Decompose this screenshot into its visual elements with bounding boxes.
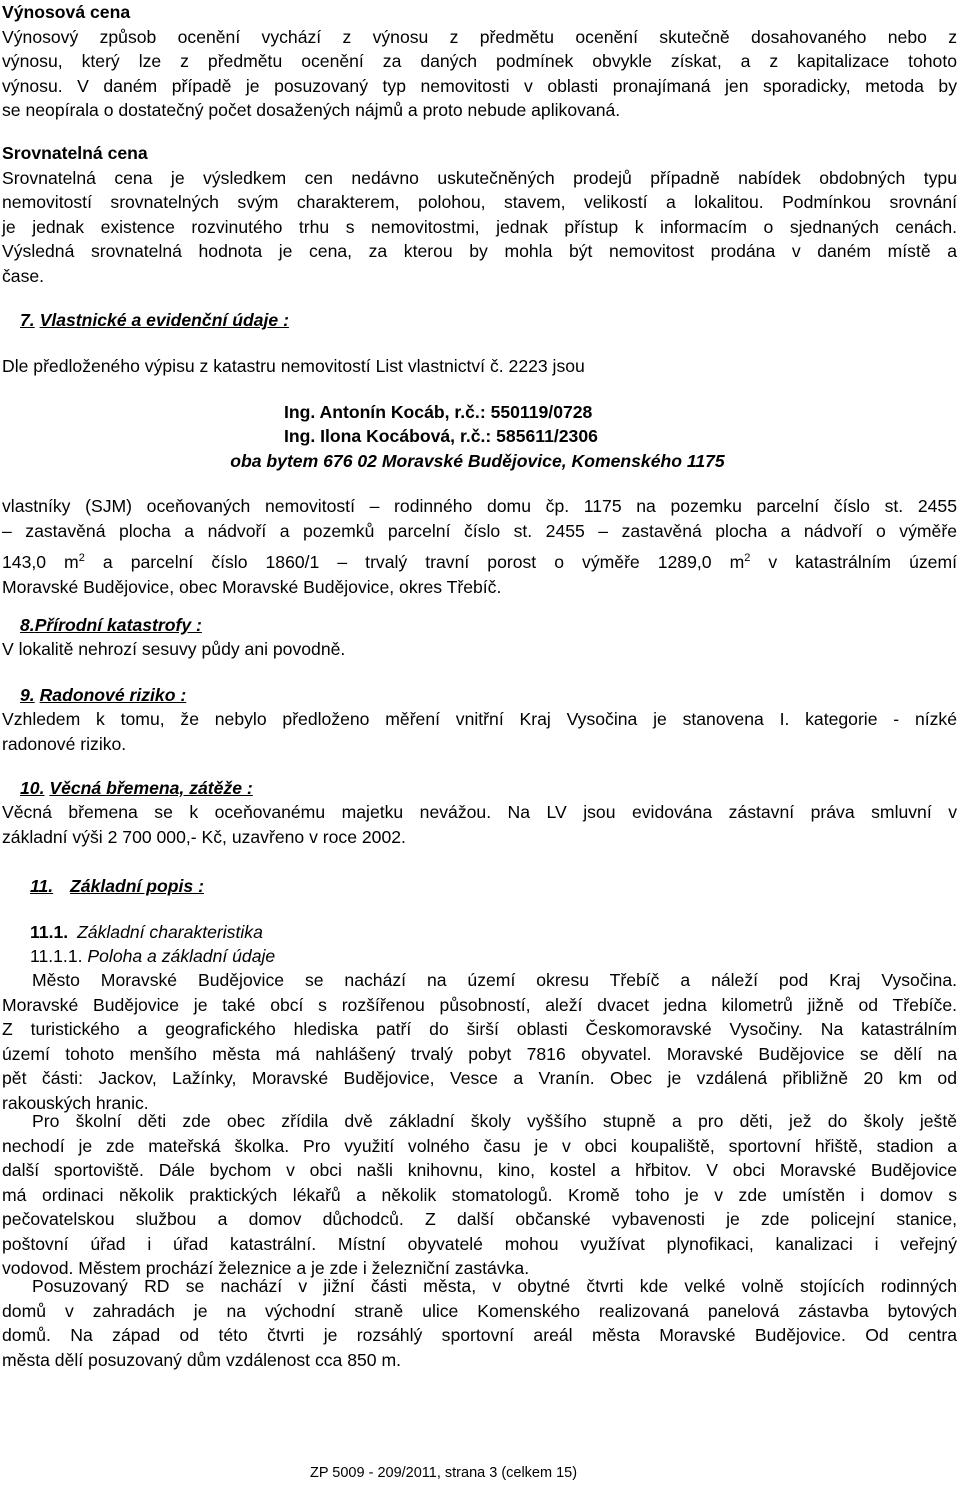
paragraph-line: pět části: Jackov, Lažínky, Moravské Budějovice, Vesce a Vranín. Obec je vzdálená přibližně 20 km od	[2, 1068, 957, 1088]
paragraph-line: Z turistického a geografického hlediska patří do širší oblasti Českomoravské Vysočiny. Na katastrálním	[2, 1019, 957, 1039]
paragraph-line: výnosu, který lze z předmětu ocenění za daných podmínek obvykle získat, a z kapitalizace tohoto	[2, 51, 957, 71]
paragraph-line: pečovatelskou službou a domov důchodců. Z další občanské vybavenosti je zde policejní stanice,	[2, 1209, 957, 1229]
paragraph-poloha	[2, 968, 957, 1115]
section-title: Věcná břemena, zátěže :	[49, 778, 253, 798]
paragraph-line: nemovitostí srovnatelných svým charakterem, polohou, stavem, velikostí a lokalitou. Podmínkou srovnání	[2, 192, 957, 212]
superscript: 2	[744, 552, 751, 564]
section-7-heading	[20, 308, 957, 333]
paragraph-line: Dle předloženého výpisu z katastru nemovitostí List vlastnictví č. 2223 jsou	[2, 356, 585, 376]
paragraph-line: další sportoviště. Dále bychom v obci našli knihovnu, kino, kostel a hřbitov. V obci Moravské Budějovice	[2, 1160, 957, 1180]
paragraph-line: poštovní úřad i úřad katastrální. Místní obyvatelé mohou využívat plynofikaci, kanalizaci i veřejný	[2, 1233, 957, 1254]
section-number: 11.	[30, 876, 54, 896]
text-part: a parcelní číslo 1860/1 – trvalý travní porost o výměře 1289,0 m	[84, 552, 745, 572]
paragraph-line: je jednak existence rozvinutého trhu s nemovitostmi, jednak přístup k informacím o sjednaných cenách.	[2, 216, 957, 237]
paragraph-line: V lokalitě nehrozí sesuvy půdy ani povodně.	[2, 639, 346, 659]
paragraph-line-area	[2, 550, 957, 575]
paragraph-line: domů v zahradách je na východní straně ulice Komenského realizovaná panelová zástavba bytových	[2, 1300, 957, 1321]
section-title: Základní popis :	[70, 876, 204, 896]
section-title: Radonové riziko :	[39, 685, 187, 705]
paragraph-line: rakouských hranic.	[2, 1092, 149, 1113]
paragraph-line: vodovod. Městem prochází železnice a je zde i železniční zastávka.	[2, 1258, 530, 1278]
paragraph-posuzovany-rd	[2, 1274, 957, 1372]
paragraph-line: se neopírala o dostatečný počet dosažených nájmů a proto nebude aplikovaná.	[2, 100, 621, 120]
paragraph-line: radonové riziko.	[2, 733, 127, 754]
section-title: Vlastnické a evidenční údaje :	[39, 310, 289, 330]
section-7-intro	[2, 354, 957, 379]
section-9-heading	[20, 683, 957, 708]
owner-1: Ing. Antonín Kocáb, r.č.: 550119/0728	[284, 402, 593, 422]
section-8-heading	[20, 613, 957, 638]
paragraph-line: Město Moravské Budějovice se nachází na území okresu Třebíč a náleží pod Kraj Vysočina.	[32, 970, 957, 990]
section-9-body	[2, 707, 957, 756]
section-number: 8.	[20, 615, 35, 635]
subsection-number: 11.1.1.	[30, 946, 83, 966]
page-footer: ZP 5009 - 209/2011, strana 3 (celkem 15)	[310, 1465, 578, 1481]
section-vynosova-cena	[2, 0, 957, 123]
section-7-body	[2, 494, 957, 599]
paragraph-vybavenost	[2, 1109, 957, 1281]
paragraph-line: Srovnatelná cena je výsledkem cen nedávno uskutečněných prodejů případně nabídek obdobných typu	[2, 167, 957, 188]
section-number: 7.	[20, 310, 35, 330]
paragraph-line: – zastavěná plocha a nádvoří a pozemků parcelní číslo st. 2455 – zastavěná plocha a nádvoří o výměře	[2, 520, 957, 541]
text-part: v katastrálním území	[750, 552, 957, 572]
paragraph-line: Výnosový způsob ocenění vychází z výnosu z předmětu ocenění skutečně dosahovaného nebo z	[2, 26, 957, 47]
paragraph-line: Moravské Budějovice, obec Moravské Budějovice, okres Třebíč.	[2, 576, 502, 597]
text-part: 143,0 m	[2, 552, 79, 572]
subsection-11-1	[30, 920, 957, 945]
paragraph-line: čase.	[2, 265, 45, 286]
paragraph-line: území tohoto menšího města má nahlášený trvalý pobyt 7816 obyvatel. Moravské Budějovice se dělí na	[2, 1043, 957, 1064]
section-number: 10.	[20, 778, 45, 798]
section-11-heading	[30, 874, 957, 899]
paragraph-line: základní výši 2 700 000,- Kč, uzavřeno v roce 2002.	[2, 826, 406, 847]
paragraph-line: Výsledná srovnatelná hodnota je cena, za kterou by mohla být nemovitost prodána v daném místě a	[2, 241, 957, 261]
paragraph-line: Věcná břemena se k oceňovanému majetku nevážou. Na LV jsou evidována zástavní práva smluvní v	[2, 802, 957, 822]
paragraph-line: Posuzovaný RD se nachází v jižní části města, v obytné čtvrti kde velké volně stojících rodinných	[32, 1276, 957, 1296]
section-10-body	[2, 800, 957, 849]
paragraph-line: má ordinaci několik praktických lékařů a několik stomatologů. Kromě toho je v zde umístěn i domov s	[2, 1184, 957, 1205]
subsection-title: Základní charakteristika	[77, 922, 263, 942]
paragraph-line: vlastníky (SJM) oceňovaných nemovitostí – rodinného domu čp. 1175 na pozemku parcelní číslo st. 2455	[2, 496, 957, 516]
paragraph-line: nechodí je zde mateřská školka. Pro využití volného času je v obci koupaliště, sportovní hřiště, stadion a	[2, 1135, 957, 1156]
paragraph-line: výnosu. V daném případě je posuzovaný typ nemovitosti v oblasti pronajímaná jen sporadicky, metoda by	[2, 75, 957, 96]
section-heading: Srovnatelná cena	[2, 143, 148, 163]
subsection-title: Poloha a základní údaje	[87, 946, 276, 966]
section-8-body	[2, 637, 957, 662]
paragraph-line: města dělí posuzovaný dům vzdálenost cca 850 m.	[2, 1349, 402, 1370]
section-number: 9.	[20, 685, 35, 705]
subsection-11-1-1	[30, 944, 957, 969]
paragraph-line: Moravské Budějovice je také obcí s rozšířenou působností, aleží dvacet jedna kilometrů jižně od Třebíče.	[2, 994, 957, 1015]
owner-2: Ing. Ilona Kocábová, r.č.: 585611/2306	[284, 426, 598, 446]
paragraph-line: domů. Na západ od této čtvrti je rozsáhlý sportovní areál města Moravské Budějovice. Od centra	[2, 1325, 957, 1345]
paragraph-line: Vzhledem k tomu, že nebylo předloženo měření vnitřní Kraj Vysočina je stanovena I. kategorie - nízké	[2, 709, 957, 729]
superscript: 2	[78, 552, 85, 564]
section-10-heading	[20, 776, 957, 801]
owner-address: oba bytem 676 02 Moravské Budějovice, Komenského 1175	[230, 451, 725, 471]
subsection-number: 11.1.	[30, 922, 69, 942]
paragraph-line: Pro školní děti zde obec zřídila dvě základní školy vyššího stupně a pro děti, jež do školy ještě	[32, 1111, 957, 1131]
section-heading: Výnosová cena	[2, 2, 131, 22]
section-srovnatelna-cena	[2, 141, 957, 288]
section-title: Přírodní katastrofy :	[34, 615, 202, 635]
